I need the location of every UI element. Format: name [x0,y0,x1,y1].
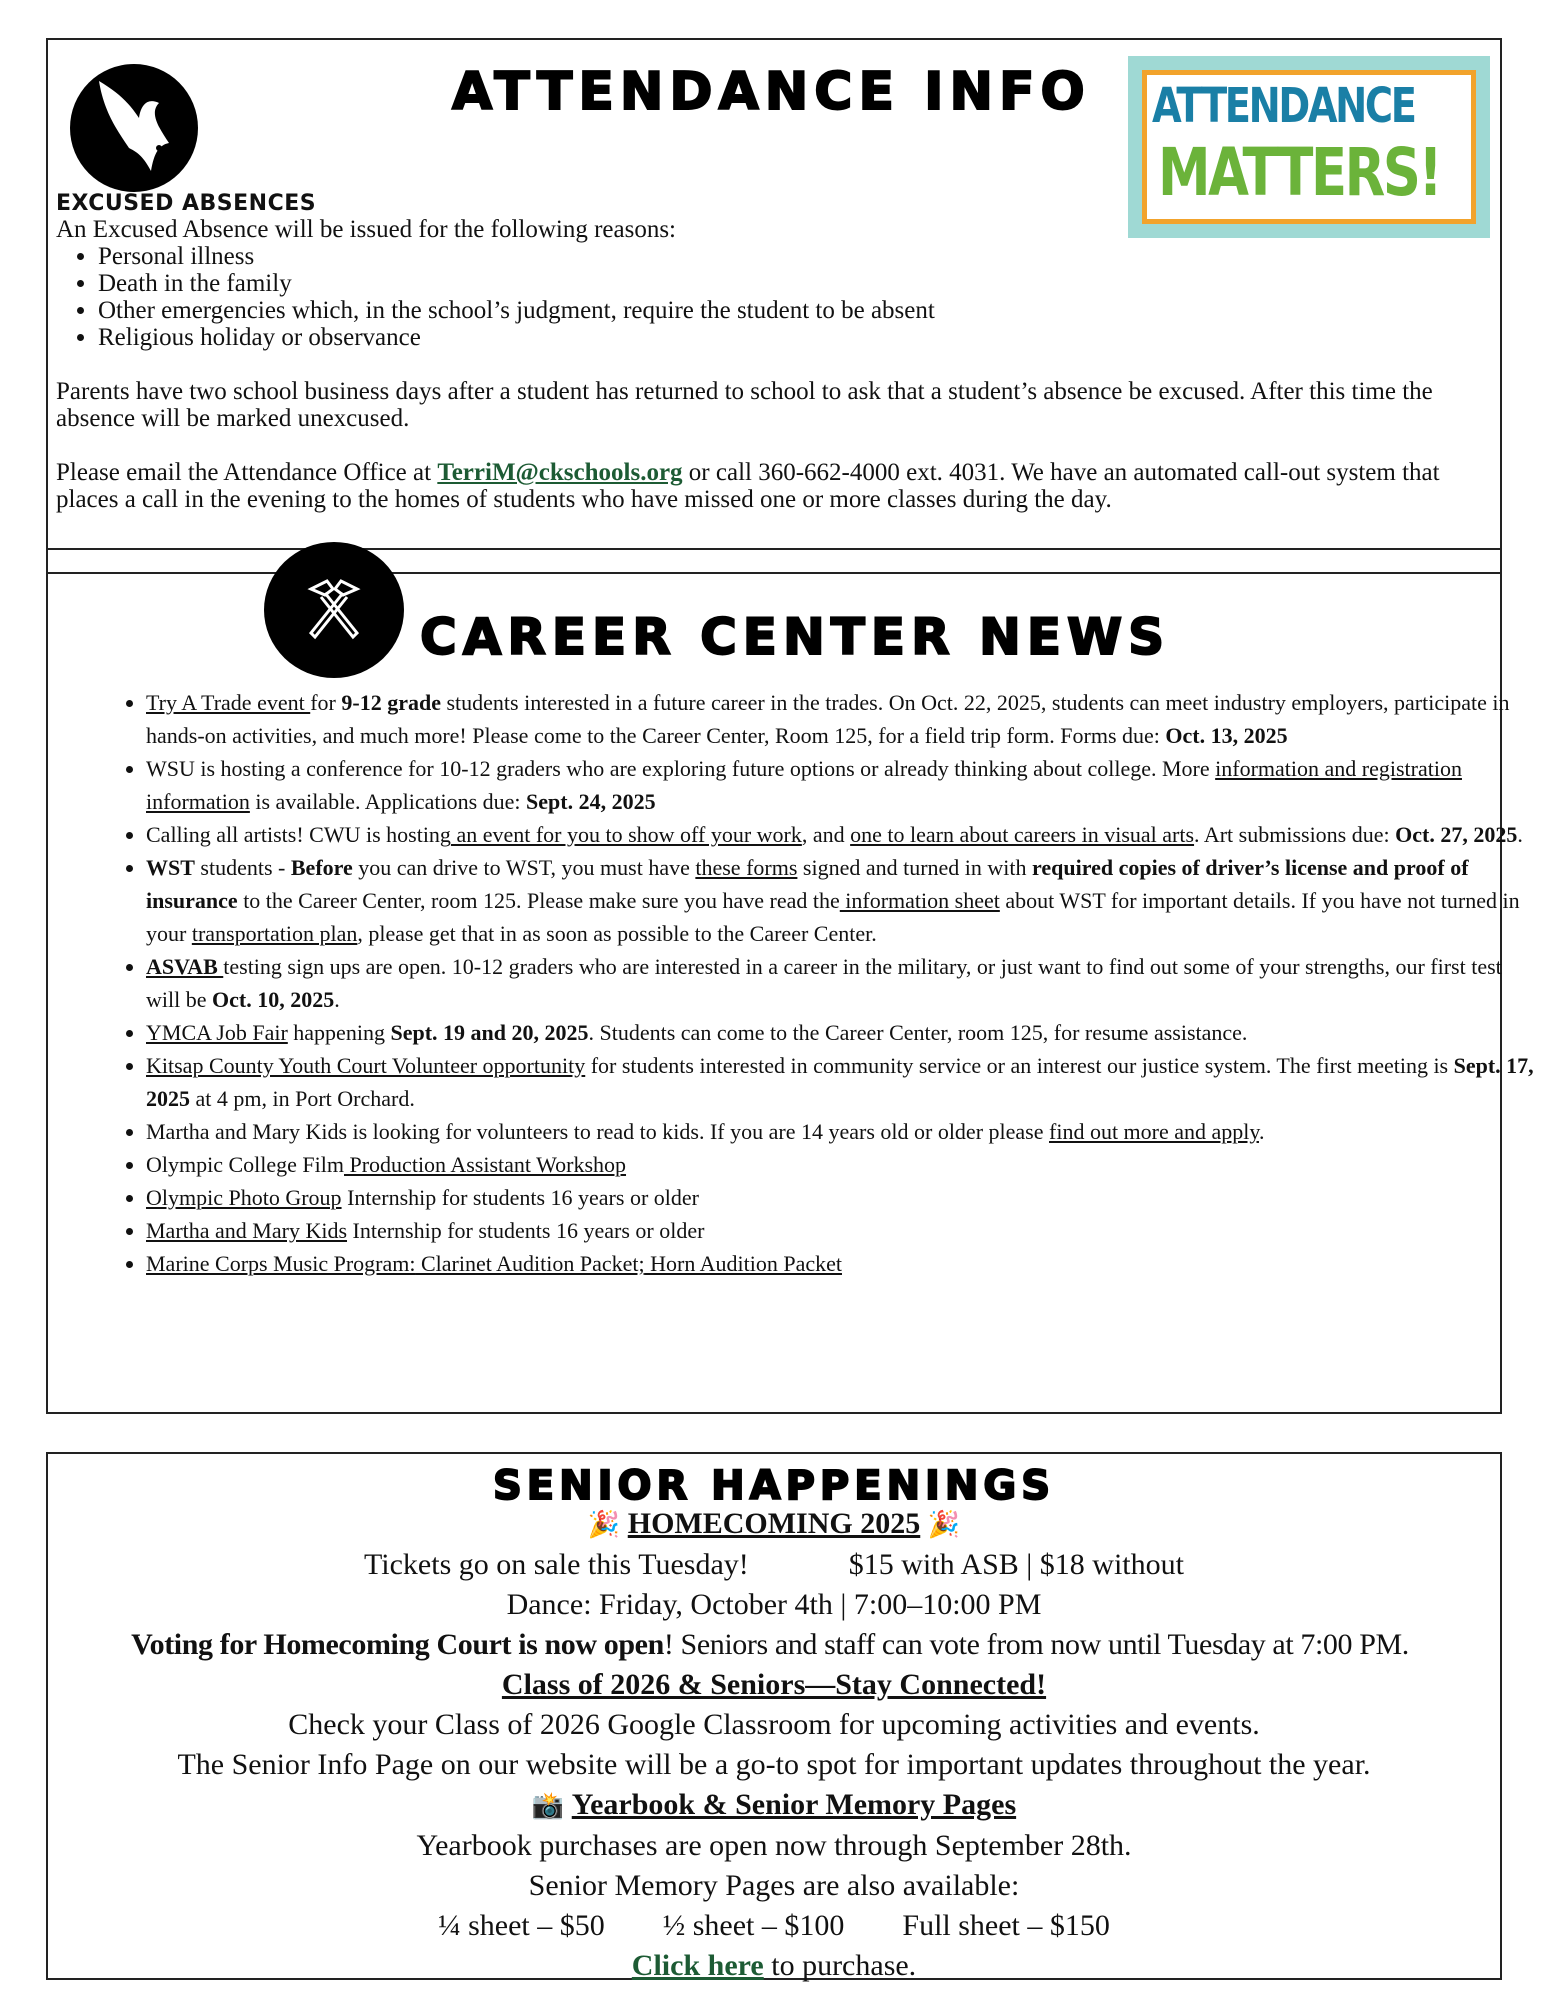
item-text: testing sign ups are open. 10-12 graders who are interested in a career in the military, or just want to find out some of your strengths, our first test will be [146,954,1502,1012]
career-link[interactable]: Production Assistant Workshop [344,1152,627,1177]
career-link[interactable]: Marine Corps Music Program: [146,1251,416,1276]
career-news-item [146,1247,1536,1280]
emphasis-text: Sept. 24, 2025 [526,789,656,814]
item-text: WSU is hosting a conference for 10-12 graders who are exploring future options or already thinking about college. More [146,756,1216,781]
career-link[interactable]: information and registration information [146,756,1462,814]
career-link[interactable]: Try A Trade event [146,690,311,715]
career-link[interactable]: find out more and apply [1049,1119,1259,1144]
career-link[interactable]: ASVAB [146,954,224,979]
career-news-item [146,752,1536,818]
item-text: . Art submissions due: [1194,822,1396,847]
career-center-section [46,572,1534,1414]
attendance-body [56,192,1486,540]
yearbook-heading: Yearbook & Senior Memory Pages [571,1788,1017,1821]
item-text: students - [194,855,291,880]
homecoming-heading-line [48,1504,1500,1545]
voting-text: ! Seniors and staff can vote from now until Tuesday at 7:00 PM. [663,1628,1409,1661]
career-link[interactable]: transportation plan [191,921,358,946]
eagle-logo [70,64,198,192]
contact-text: or call 360-662-4000 ext. 4031. We have an automated call-out system that places a call in the evening to the homes of students who have missed one or more classes during the day. [56,459,1440,513]
info-page-text: The Senior Info Page on our website will be a go-to spot for important updates throughout the year. [177,1748,1371,1781]
career-news-item [146,1181,1536,1214]
career-news-item [146,1148,1536,1181]
homecoming-heading: HOMECOMING 2025 [627,1507,921,1540]
price-half: ½ sheet – $100 [662,1909,845,1942]
item-text: Internship for students 16 years or older [341,1185,699,1210]
attendance-section [46,38,1502,550]
career-link[interactable]: Martha and Mary Kids [146,1218,348,1243]
voting-line [40,1625,1500,1665]
yearbook-open-text: Yearbook purchases are open now through September 28th. [416,1829,1132,1862]
emphasis-text: Sept. 17, 2025 [146,1053,1534,1111]
camera-flash-icon: 📸 [531,1791,565,1820]
excused-absences-heading: EXCUSED ABSENCES [56,191,317,216]
career-center-title: CAREER CENTER NEWS [420,608,1171,666]
career-link[interactable]: information sheet [839,888,1000,913]
image-text-matters: MATTERS! [1158,134,1441,211]
career-link[interactable]: Olympic Photo Group [146,1185,342,1210]
hammers-icon [299,575,369,645]
classroom-text: Check your Class of 2026 Google Classroom for upcoming activities and events. [288,1708,1260,1741]
image-text-attendance: ATTENDANCE [1152,78,1415,134]
item-text: Olympic College Film [146,1152,344,1177]
career-link[interactable]: Horn Audition Packet [644,1251,842,1276]
purchase-text: to purchase. [763,1949,917,1982]
ticket-prices: $15 with ASB | $18 without [848,1548,1184,1581]
item-text: , please get that in as soon as possible to the Career Center. [357,921,877,946]
emphasis-text: Before [290,855,353,880]
emphasis-text: 9-12 grade [341,690,441,715]
career-link[interactable]: YMCA Job Fair [146,1020,288,1045]
emphasis-text: WST [146,855,195,880]
contact-text: Please email the Attendance Office at [56,459,438,486]
career-news-item [146,686,1536,752]
career-news-item [146,818,1536,851]
career-logo [264,542,404,678]
email-link[interactable]: TerriM@ckschools.org [437,459,683,486]
career-news-item [146,1115,1536,1148]
item-text: students interested in a future career in the trades. On Oct. 22, 2025, students can meet industry employers, participate in hands-on activities, and much more! Please come to the Career Center, Room 125, for a field trip form. Forms due: [146,690,1510,748]
career-link[interactable]: these forms [695,855,798,880]
price-full: Full sheet – $150 [902,1909,1110,1942]
career-link[interactable]: Clarinet Audition Packet; [415,1251,645,1276]
item-text: happening [287,1020,391,1045]
list-item: • Other emergencies which, in the school’s judgment, require the student to be absent [98,297,1486,324]
list-item: • Death in the family [98,270,1486,297]
section-divider [46,548,1502,574]
excused-intro: An Excused Absence will be issued for the following reasons: [56,216,677,243]
item-text: signed and turned in with [797,855,1033,880]
item-text: . [1258,1119,1265,1144]
emphasis-text: Sept. 19 and 20, 2025 [390,1020,589,1045]
purchase-line [48,1946,1500,1986]
contact-paragraph [56,459,1486,513]
dance-info: Dance: Friday, October 4th | 7:00–10:00 PM [506,1588,1042,1621]
item-text: . [1517,822,1523,847]
item-text: , and [801,822,851,847]
career-news-list [118,686,1536,1280]
senior-happenings-title: SENIOR HAPPENINGS [492,1463,1056,1509]
career-news-item [146,1214,1536,1247]
yearbook-heading-line [48,1785,1500,1826]
item-text: at 4 pm, in Port Orchard. [190,1086,415,1111]
price-quarter: ¼ sheet – $50 [438,1909,605,1942]
item-text: to the Career Center, room 125. Please make sure you have read the [237,888,840,913]
emphasis-text: Oct. 13, 2025 [1165,723,1288,748]
item-text: . Students can come to the Career Center, room 125, for resume assistance. [588,1020,1248,1045]
career-link[interactable]: an event for you to show off your work [450,822,802,847]
career-link[interactable]: Kitsap County Youth Court Volunteer opportunity [146,1053,586,1078]
item-text: Internship for students 16 years or older [347,1218,705,1243]
senior-happenings-section [46,1452,1502,1980]
emphasis-text: Oct. 27, 2025 [1395,822,1518,847]
eagle-icon [89,73,179,183]
class-heading: Class of 2026 & Seniors—Stay Connected! [501,1668,1047,1701]
career-news-item [146,950,1536,1016]
list-item: • Personal illness [98,243,1486,270]
item-text: about WST for important details. If you have not turned in your [146,888,1520,946]
career-news-item [146,1016,1536,1049]
reasons-list [56,243,1486,351]
excuse-deadline-paragraph: Parents have two school business days after a student has returned to school to ask that a student’s absence be excused. After this time the absence will be marked unexcused. [56,378,1433,432]
career-news-item [146,1049,1536,1115]
party-popper-icon: 🎉 [587,1510,621,1539]
item-text: for students interested in community service or an interest our justice system. The first meeting is [585,1053,1454,1078]
item-text: you can drive to WST, you must have [352,855,696,880]
item-text: for [310,690,342,715]
career-news-item [146,851,1536,950]
emphasis-text: required copies of driver’s license and proof of insurance [146,855,1469,913]
list-item: • Religious holiday or observance [98,324,1486,351]
tickets-text: Tickets go on sale this Tuesday! [364,1548,749,1581]
item-text: . [334,987,340,1012]
click-here-link[interactable]: Click here [631,1949,764,1982]
tickets-line [48,1545,1500,1585]
emphasis-text: Oct. 10, 2025 [212,987,335,1012]
attendance-title: ATTENDANCE INFO [452,62,1091,122]
item-text: Martha and Mary Kids is looking for volunteers to read to kids. If you are 14 years old or older please [146,1119,1049,1144]
career-link[interactable]: one to learn about careers in visual arts [850,822,1195,847]
item-text: is available. Applications due: [249,789,527,814]
party-popper-icon: 🎉 [927,1510,961,1539]
voting-bold: Voting for Homecoming Court is now open [131,1628,664,1661]
memory-pages-text: Senior Memory Pages are also available: [528,1869,1020,1902]
memory-prices [48,1906,1500,1946]
item-text: Calling all artists! CWU is hosting [146,822,451,847]
